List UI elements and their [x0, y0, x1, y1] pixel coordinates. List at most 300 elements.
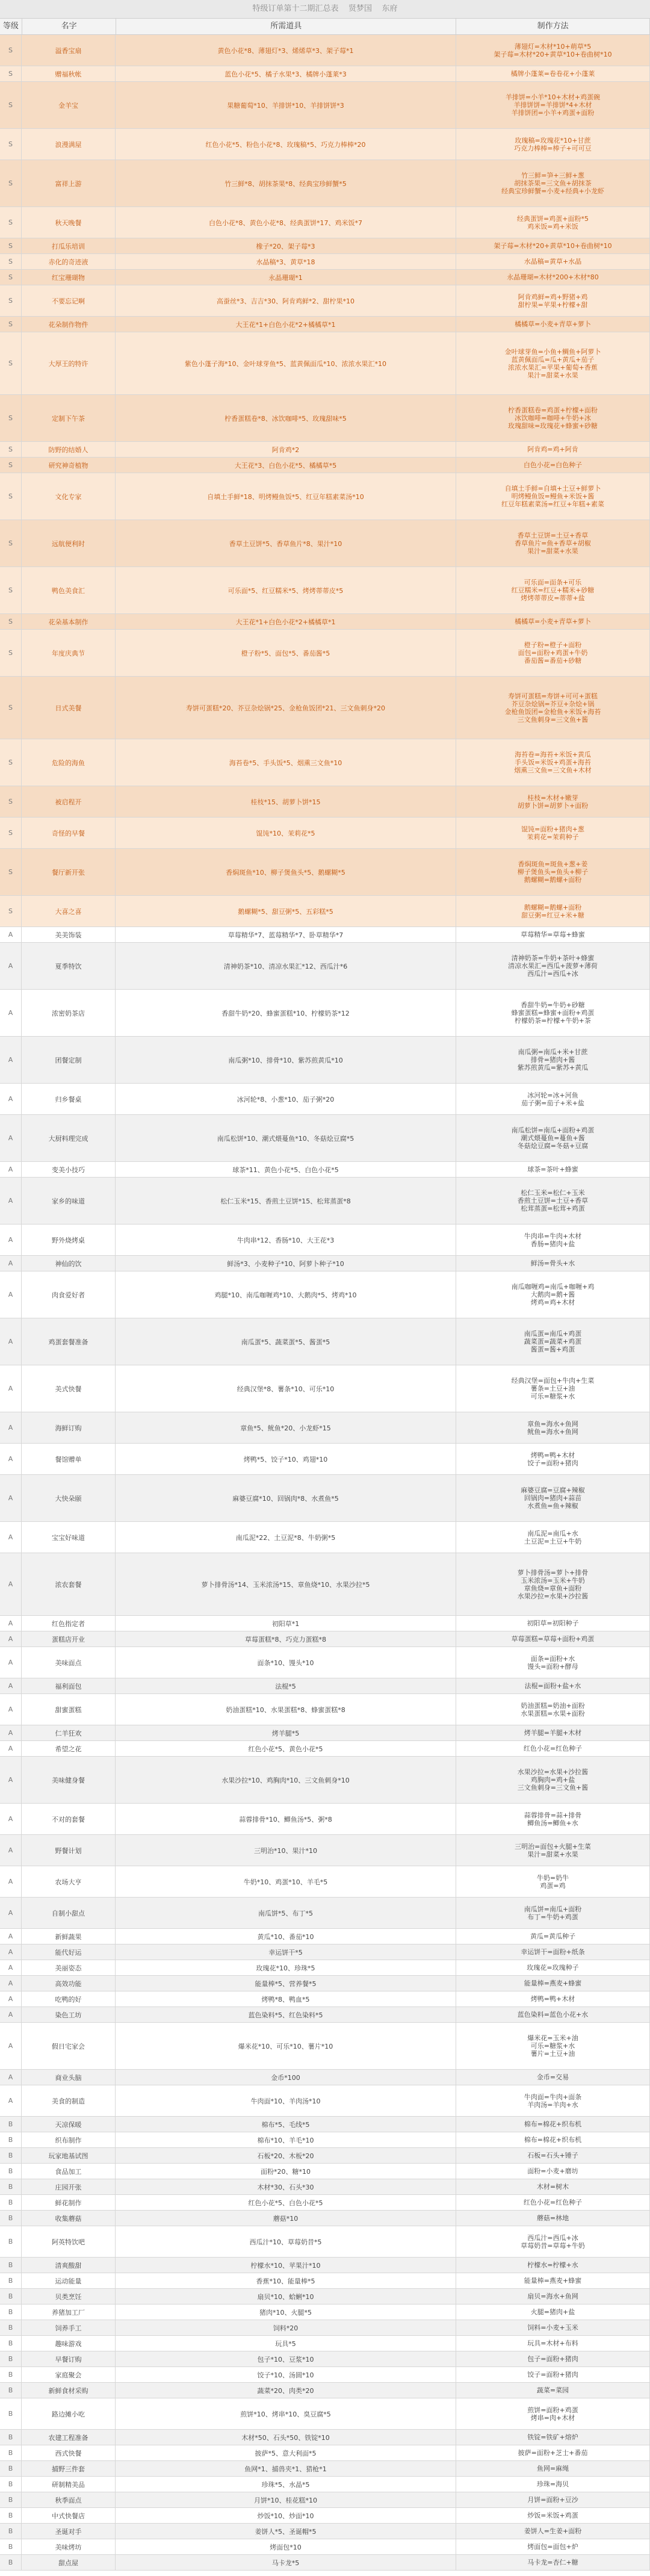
- row-ingredients: 南瓜泥*22、土豆泥*8、牛奶粥*5: [116, 1522, 456, 1553]
- recipe-line: 回锅肉=猪肉+蒜苗: [524, 1494, 582, 1502]
- recipe-line: 桂枝=木材+嫩芽: [527, 793, 578, 802]
- row-recipe: [456, 1631, 650, 1646]
- table-row: [0, 1960, 650, 1976]
- recipe-line: 红色小花=红色种子: [523, 2199, 583, 2206]
- row-level: B: [0, 2211, 22, 2226]
- table-row: [0, 1616, 650, 1631]
- table-row: [0, 2273, 650, 2289]
- header-recipe: 制作方法: [456, 19, 650, 34]
- recipe-line: 饺子=面粉+猪肉: [527, 1459, 578, 1467]
- table-row: [0, 2085, 650, 2117]
- row-recipe: [456, 520, 650, 566]
- row-name: 鸭色美食汇: [22, 567, 116, 613]
- row-ingredients: 木材*50、石头*50、铁锭*10: [116, 2430, 456, 2445]
- row-ingredients: 南瓜蛋*5、蔬菜蛋*5、酱蛋*5: [116, 1318, 456, 1365]
- row-ingredients: 柠香蛋糕卷*8、冰饮咖啡*5、玫瑰甜味*5: [116, 395, 456, 441]
- row-name: 文化专家: [22, 473, 116, 520]
- row-recipe: [456, 82, 650, 128]
- row-level: B: [0, 2132, 22, 2147]
- table-row: [0, 2398, 650, 2430]
- row-name: 花朵制作物件: [22, 317, 116, 332]
- table-row: [0, 2258, 650, 2273]
- row-ingredients: 月饼*10、桂花糕*10: [116, 2492, 456, 2507]
- table-row: [0, 285, 650, 317]
- table-row: [0, 786, 650, 818]
- row-name: 海鲜订购: [22, 1412, 116, 1443]
- table-row: [0, 2211, 650, 2226]
- recipe-line: 松仁玉米=松仁+玉米: [521, 1189, 585, 1197]
- table-row: [0, 2336, 650, 2351]
- row-recipe: [456, 160, 650, 206]
- row-ingredients: 永晶珊瑚*1: [116, 270, 456, 285]
- table-row: [0, 2148, 650, 2164]
- recipe-line: 草莓精华=草莓+蜂蜜: [521, 931, 585, 939]
- row-ingredients: 烤羊腿*5: [116, 1725, 456, 1740]
- row-recipe: [456, 2195, 650, 2210]
- row-level: A: [0, 1444, 22, 1474]
- table-row: [0, 849, 650, 896]
- row-level: S: [0, 739, 22, 786]
- row-recipe: [456, 2117, 650, 2132]
- table-row: [0, 1475, 650, 1522]
- row-recipe: [456, 1553, 650, 1615]
- row-ingredients: 鸡腿*10、南瓜咖喱鸡*10、大鹅肉*5、烤鸡*10: [116, 1271, 456, 1318]
- row-level: B: [0, 2117, 22, 2132]
- recipe-line: 牛肉串=牛肉+木材: [524, 1232, 582, 1240]
- table-row: [0, 818, 650, 849]
- row-ingredients: 烤鸭*5、饺子*10、鸡翅*10: [116, 1444, 456, 1474]
- recipe-line: 清凉水果汇=西瓜+菠萝+薄荷: [508, 962, 598, 970]
- row-level: B: [0, 2555, 22, 2570]
- row-recipe: [456, 927, 650, 942]
- row-ingredients: 牛奶*10、鸡蛋*10、羊毛*5: [116, 1866, 456, 1897]
- row-level: A: [0, 943, 22, 989]
- table-row: [0, 1224, 650, 1256]
- row-ingredients: 南瓜松饼*10、潮式煨蔓鱼*10、冬菇烩豆腐*5: [116, 1115, 456, 1161]
- row-recipe: [456, 630, 650, 676]
- row-level: S: [0, 520, 22, 566]
- header-ingredients: 所需道具: [116, 19, 456, 34]
- row-ingredients: 松仁玉米*15、香煎土豆饼*15、松茸蒸蛋*8: [116, 1178, 456, 1224]
- row-level: A: [0, 1553, 22, 1615]
- row-name: 防野的结婚人: [22, 442, 116, 457]
- row-name: 商业头脑: [22, 2070, 116, 2085]
- row-ingredients: 果糖葡萄*10、羊排饼*10、羊排饼饼*3: [116, 82, 456, 128]
- row-ingredients: 饲料*20: [116, 2320, 456, 2335]
- recipe-line: 香肠=猪肉+盐: [530, 1240, 575, 1248]
- recipe-line: 面粉=小麦+磨坊: [527, 2167, 578, 2175]
- row-recipe: [456, 2398, 650, 2429]
- recipe-line: 牛奶=奶牛: [536, 1873, 569, 1882]
- row-ingredients: 炒饭*10、炒面*10: [116, 2508, 456, 2523]
- row-level: S: [0, 395, 22, 441]
- row-name: 大喜之喜: [22, 896, 116, 926]
- row-name: 鸡蛋套餐准备: [22, 1318, 116, 1365]
- row-recipe: [456, 2164, 650, 2179]
- recipe-line: 姜饼人=生姜+面粉: [524, 2527, 582, 2535]
- row-recipe: [456, 270, 650, 285]
- row-level: B: [0, 2164, 22, 2179]
- row-ingredients: 自填土手鲜*18、明烤鳗鱼饭*5、红豆年糕素菜汤*10: [116, 473, 456, 520]
- table-row: [0, 520, 650, 567]
- table-row: [0, 1678, 650, 1694]
- table-row: [0, 1929, 650, 1944]
- row-ingredients: 白色小花*8、黄色小花*8、经典蛋饼*17、鸡米饭*7: [116, 207, 456, 238]
- row-recipe: [456, 1224, 650, 1255]
- recipe-line: 铁锭=铁矿+熔炉: [527, 2433, 578, 2441]
- row-level: A: [0, 1318, 22, 1365]
- row-name: 甜点屋: [22, 2555, 116, 2570]
- row-name: 趣味游戏: [22, 2336, 116, 2351]
- table-row: [0, 614, 650, 630]
- recipe-line: 羊排饼团=小羊+鸡蛋+面粉: [511, 109, 595, 117]
- row-level: A: [0, 1115, 22, 1161]
- recipe-line: 鱿鱼=海水+鱼网: [527, 1427, 578, 1436]
- row-recipe: [456, 2226, 650, 2257]
- row-ingredients: 奶油蛋糕*10、水果蛋糕*8、蜂蜜蛋糕*8: [116, 1694, 456, 1725]
- recipe-line: 茉莉花=茉莉种子: [527, 833, 579, 841]
- row-ingredients: 玩具*5: [116, 2336, 456, 2351]
- row-recipe: [456, 2524, 650, 2539]
- row-level: S: [0, 677, 22, 739]
- row-ingredients: 橙子粉*5、面包*5、番茄酱*5: [116, 630, 456, 676]
- recipe-line: 馄饨=面粉+猪肉+葱: [521, 825, 584, 833]
- row-name: 肉食爱好者: [22, 1271, 116, 1318]
- recipe-line: 经典宝珍鲜蟹=小麦+经典+小龙虾: [501, 187, 604, 195]
- row-ingredients: 南瓜饼*5、布丁*5: [116, 1898, 456, 1928]
- row-recipe: [456, 567, 650, 613]
- row-level: A: [0, 1631, 22, 1646]
- table-row: [0, 2132, 650, 2148]
- row-level: A: [0, 1037, 22, 1083]
- row-ingredients: 萝卜排骨汤*14、玉米浓汤*15、章鱼烧*10、水果沙拉*5: [116, 1553, 456, 1615]
- row-recipe: [456, 2383, 650, 2398]
- recipe-line: 蒜蓉排骨=蒜+排骨: [524, 1811, 582, 1819]
- row-recipe: [456, 473, 650, 520]
- recipe-line: 球茶=茶叶+蜂蜜: [527, 1165, 578, 1173]
- row-name: 大厚王的特许: [22, 332, 116, 394]
- row-level: A: [0, 2070, 22, 2085]
- row-recipe: [456, 614, 650, 629]
- recipe-line: 石板=石头+锤子: [527, 2152, 578, 2159]
- recipe-line: 巧克力棒棒=棒子+可可豆: [514, 144, 592, 152]
- row-name: 食品加工: [22, 2164, 116, 2179]
- row-name: 染色工坊: [22, 2007, 116, 2022]
- recipe-line: 水晶稿=黄草+水晶: [524, 258, 582, 265]
- recipe-line: 茄子粥=茄子+米+盐: [521, 1099, 584, 1107]
- row-level: B: [0, 2273, 22, 2288]
- row-name: 饲养手工: [22, 2320, 116, 2335]
- recipe-line: 麻婆豆腐=豆腐+辣椒: [521, 1486, 585, 1494]
- row-name: 被启程开: [22, 786, 116, 817]
- recipe-line: 经典蛋饼=鸡蛋+面粉*5: [517, 214, 589, 223]
- row-ingredients: 扇贝*10、蛤蜊*10: [116, 2289, 456, 2304]
- recipe-line: 橘橘草=小麦+青草+萝卜: [515, 618, 591, 625]
- table-row: [0, 1084, 650, 1115]
- row-ingredients: 猪肉*10、火腿*5: [116, 2304, 456, 2320]
- row-ingredients: 草莓蛋糕*8、巧克力蛋糕*8: [116, 1631, 456, 1646]
- row-level: B: [0, 2195, 22, 2210]
- row-recipe: [456, 677, 650, 739]
- row-level: A: [0, 1944, 22, 1960]
- row-name: 餐馆赠单: [22, 1444, 116, 1474]
- recipe-line: 烤鸭=鸭+木材: [530, 1451, 575, 1459]
- row-ingredients: 红色小花*5、白色小花*5: [116, 2195, 456, 2210]
- row-ingredients: 金币*100: [116, 2070, 456, 2085]
- recipe-line: 香焖斑鱼=斑鱼+葱+姜: [518, 860, 588, 868]
- row-recipe: [456, 1616, 650, 1631]
- row-level: A: [0, 1960, 22, 1975]
- row-recipe: [456, 943, 650, 989]
- recipe-line: 甜柠果=苹果+柠檬+甜: [518, 300, 588, 309]
- row-level: B: [0, 2430, 22, 2445]
- row-level: A: [0, 1084, 22, 1114]
- table-row: [0, 1318, 650, 1365]
- row-name: 新鲜食材采购: [22, 2383, 116, 2398]
- recipe-line: 玫瑰花=玫瑰种子: [527, 1964, 579, 1972]
- row-recipe: [456, 1960, 650, 1975]
- row-level: B: [0, 2508, 22, 2523]
- table-row: [0, 1522, 650, 1553]
- table-row: [0, 2289, 650, 2304]
- recipe-line: 架子莓=木材*20+黄草*10+卷曲树*10: [494, 242, 612, 250]
- row-recipe: [456, 1866, 650, 1897]
- order-table-body: [0, 35, 650, 2571]
- row-recipe: [456, 1412, 650, 1443]
- row-level: S: [0, 567, 22, 613]
- row-ingredients: 红色小花*5、粉色小花*8、玫瑰稿*5、巧克力棒棒*20: [116, 129, 456, 160]
- row-recipe: [456, 1162, 650, 1177]
- recipe-line: 可乐=糖浆+水: [530, 1392, 575, 1400]
- table-row: [0, 160, 650, 207]
- row-recipe: [456, 739, 650, 786]
- row-name: 大厨料理完成: [22, 1115, 116, 1161]
- row-level: S: [0, 66, 22, 81]
- row-level: A: [0, 1475, 22, 1521]
- row-recipe: [456, 66, 650, 81]
- recipe-line: 南瓜粥=南瓜+米+甘蔗: [518, 1048, 588, 1056]
- recipe-line: 爆米花=玉米+油: [527, 2034, 578, 2042]
- recipe-line: 冰河轮=冰+河鱼: [527, 1091, 578, 1099]
- row-level: A: [0, 1224, 22, 1255]
- recipe-line: 鸡蛋=鸡: [540, 1881, 566, 1890]
- recipe-line: 烤烤蒂蒂皮=蒂蒂+盐: [521, 594, 585, 602]
- table-row: [0, 2195, 650, 2211]
- row-name: 天凉保暖: [22, 2117, 116, 2132]
- recipe-line: 三文鱼刺身=三文鱼+酱: [517, 715, 589, 724]
- table-row: [0, 332, 650, 395]
- row-name: 鲜花制作: [22, 2195, 116, 2210]
- row-recipe: [456, 2273, 650, 2288]
- row-name: 研制精美品: [22, 2477, 116, 2492]
- row-level: S: [0, 129, 22, 160]
- recipe-line: 鲜汤=骨头+水: [530, 1259, 575, 1267]
- recipe-line: 柠檬水=柠檬+水: [527, 2261, 578, 2269]
- row-level: A: [0, 1412, 22, 1443]
- recipe-line: 鹅螺糊=鹅螺+面粉: [524, 903, 582, 911]
- row-recipe: [456, 1741, 650, 1756]
- row-recipe: [456, 2445, 650, 2460]
- row-recipe: [456, 2336, 650, 2351]
- row-ingredients: 棉布*10、羊毛*10: [116, 2132, 456, 2147]
- row-name: 溢香宝扇: [22, 35, 116, 66]
- recipe-line: 布丁=牛奶+鸡蛋: [527, 1913, 578, 1921]
- row-ingredients: 面条*10、馒头*10: [116, 1647, 456, 1678]
- recipe-line: 番茄酱=番茄+砂糖: [524, 657, 582, 665]
- recipe-line: 柠香蛋糕卷=鸡蛋+柠檬+面粉: [508, 406, 598, 414]
- recipe-line: 羊排饼饼=羊排饼*4+木材: [513, 101, 592, 109]
- row-name: 红宝珊瑚物: [22, 270, 116, 285]
- row-ingredients: 竹三鲜*8、胡抹茶果*8、经典宝珍鲜蟹*5: [116, 160, 456, 206]
- table-row: [0, 395, 650, 442]
- row-recipe: [456, 238, 650, 253]
- row-recipe: [456, 2508, 650, 2523]
- row-recipe: [456, 2430, 650, 2445]
- row-level: A: [0, 1866, 22, 1897]
- row-recipe: [456, 1944, 650, 1960]
- row-name: 捕野三件套: [22, 2461, 116, 2476]
- row-recipe: [456, 207, 650, 238]
- row-level: B: [0, 2367, 22, 2382]
- row-recipe: [456, 2211, 650, 2226]
- row-recipe: [456, 1365, 650, 1412]
- recipe-line: 土豆泥=土豆+牛奶: [524, 1537, 582, 1545]
- recipe-line: 烤串=肉+木材: [530, 2413, 575, 2422]
- row-name: 日式美餐: [22, 677, 116, 739]
- recipe-line: 白色小花=白色种子: [523, 461, 583, 469]
- recipe-line: 披萨=面粉+芝士+番茄: [518, 2449, 588, 2457]
- row-level: A: [0, 1835, 22, 1866]
- row-recipe: [456, 35, 650, 66]
- table-row: [0, 2007, 650, 2023]
- row-ingredients: 寿饼可蛋糕*20、芥豆杂烩锅*25、金枪鱼饭团*21、三文鱼刺身*20: [116, 677, 456, 739]
- row-name: 野外烧烤桌: [22, 1224, 116, 1255]
- table-row: [0, 2117, 650, 2132]
- row-name: 危险的海鱼: [22, 739, 116, 786]
- row-recipe: [456, 1318, 650, 1365]
- recipe-line: 自填土手鲜=自填+土豆+鲜萝卜: [504, 485, 601, 492]
- row-recipe: [456, 1976, 650, 1991]
- recipe-line: 鸡胸肉=鸡+盐: [530, 1776, 575, 1784]
- row-level: A: [0, 1271, 22, 1318]
- recipe-line: 扇贝=海水+鱼网: [527, 2292, 578, 2300]
- row-ingredients: 蔬菜*20、肉类*20: [116, 2383, 456, 2398]
- row-recipe: [456, 254, 650, 269]
- recipe-line: 棉布=棉花+织布机: [524, 2120, 582, 2128]
- recipe-line: 架子莓=木材*20+黄草*10+卷曲树*10: [494, 50, 612, 58]
- table-row: [0, 677, 650, 739]
- row-ingredients: 大王花*1+白色小花*2+橘橘草*1: [116, 317, 456, 332]
- row-recipe: [456, 2007, 650, 2022]
- table-row: [0, 1804, 650, 1835]
- recipe-line: 鱼网=麻绳: [536, 2465, 569, 2472]
- row-ingredients: 面粉*20、糖*10: [116, 2164, 456, 2179]
- row-level: A: [0, 2007, 22, 2022]
- row-level: B: [0, 2351, 22, 2367]
- row-name: 织布制作: [22, 2132, 116, 2147]
- row-level: S: [0, 82, 22, 128]
- recipe-line: 烤面包=面包+炉: [527, 2543, 578, 2551]
- row-recipe: [456, 2304, 650, 2320]
- row-name: 甜蜜蛋糕: [22, 1694, 116, 1725]
- recipe-line: 水果蛋糕=水果+面粉: [521, 1709, 585, 1718]
- table-row: [0, 1631, 650, 1647]
- recipe-line: 水果沙拉=水果+沙拉酱: [517, 1592, 589, 1600]
- row-name: 收集蘑菇: [22, 2211, 116, 2226]
- row-ingredients: 棉布*5、毛线*5: [116, 2117, 456, 2132]
- recipe-line: 蔬菜蛋=蔬菜+鸡蛋: [524, 1338, 582, 1345]
- row-level: S: [0, 818, 22, 848]
- row-recipe: [456, 332, 650, 394]
- recipe-line: 初阳草=初阳种子: [527, 1619, 579, 1627]
- table-row: [0, 442, 650, 458]
- row-name: 圣诞对手: [22, 2524, 116, 2539]
- recipe-line: 海苔卷=海苔+米饭+黄瓜: [515, 751, 591, 759]
- recipe-line: 法棍=面粉+盐+水: [524, 1682, 581, 1690]
- row-level: S: [0, 896, 22, 926]
- row-level: S: [0, 614, 22, 629]
- row-name: 餐厅新开张: [22, 849, 116, 895]
- table-row: [0, 2179, 650, 2195]
- table-row: [0, 2367, 650, 2383]
- recipe-line: 炒饭=米饭+鸡蛋: [527, 2512, 578, 2519]
- row-name: 归乡餐桌: [22, 1084, 116, 1114]
- recipe-line: 玫瑰甜味=玫瑰花+蜂蜜+砂糖: [508, 422, 598, 430]
- table-row: [0, 2304, 650, 2320]
- row-recipe: [456, 1522, 650, 1553]
- row-name: 福利面包: [22, 1678, 116, 1693]
- row-name: 大快朵颐: [22, 1475, 116, 1521]
- row-ingredients: 桂枝*15、胡萝卜饼*15: [116, 786, 456, 817]
- recipe-line: 草莓奶昔=草莓+牛奶: [521, 2241, 585, 2250]
- row-level: B: [0, 2539, 22, 2554]
- row-name: 玩家地基试图: [22, 2148, 116, 2163]
- row-ingredients: 章鱼*5、鱿鱼*20、小龙虾*15: [116, 1412, 456, 1443]
- table-row: [0, 2492, 650, 2508]
- recipe-line: 胡萝卜饼=胡萝卜+面粉: [517, 801, 589, 810]
- row-name: 赠福秋帐: [22, 66, 116, 81]
- recipe-line: 南瓜蛋=南瓜+鸡蛋: [524, 1330, 582, 1338]
- recipe-line: 三明治=面包+火腿+生菜: [515, 1842, 591, 1851]
- row-ingredients: 石板*20、木板*20: [116, 2148, 456, 2163]
- row-ingredients: 柠檬水*10、苹果汁*10: [116, 2258, 456, 2273]
- recipe-line: 章鱼=海水+鱼网: [527, 1420, 578, 1428]
- row-recipe: [456, 1084, 650, 1114]
- recipe-line: 木材=树木: [536, 2183, 569, 2191]
- row-recipe: [456, 2258, 650, 2273]
- row-recipe: [456, 442, 650, 457]
- row-recipe: [456, 2023, 650, 2069]
- recipe-line: 红色小花=红色种子: [523, 1745, 583, 1752]
- table-row: [0, 238, 650, 254]
- table-row: [0, 2164, 650, 2179]
- row-ingredients: 黄瓜*10、番茄*10: [116, 1929, 456, 1944]
- row-recipe: [456, 1991, 650, 2006]
- row-recipe: [456, 849, 650, 895]
- row-level: A: [0, 1162, 22, 1177]
- row-recipe: [456, 1694, 650, 1725]
- recipe-line: 橙子粉=橙子+面粉: [524, 641, 582, 649]
- row-name: 研究神奇植物: [22, 458, 116, 473]
- recipe-line: 红豆糯米=红豆+糯米+砂糖: [511, 586, 595, 594]
- table-row: [0, 2555, 650, 2571]
- row-level: A: [0, 1647, 22, 1678]
- recipe-line: 西瓜汁=西瓜+冰: [527, 970, 578, 978]
- row-recipe: [456, 2477, 650, 2492]
- recipe-line: 蘑菇=林地: [536, 2214, 569, 2222]
- recipe-line: 果汁=甜菜+水果: [527, 547, 578, 555]
- row-name: 运动能量: [22, 2273, 116, 2288]
